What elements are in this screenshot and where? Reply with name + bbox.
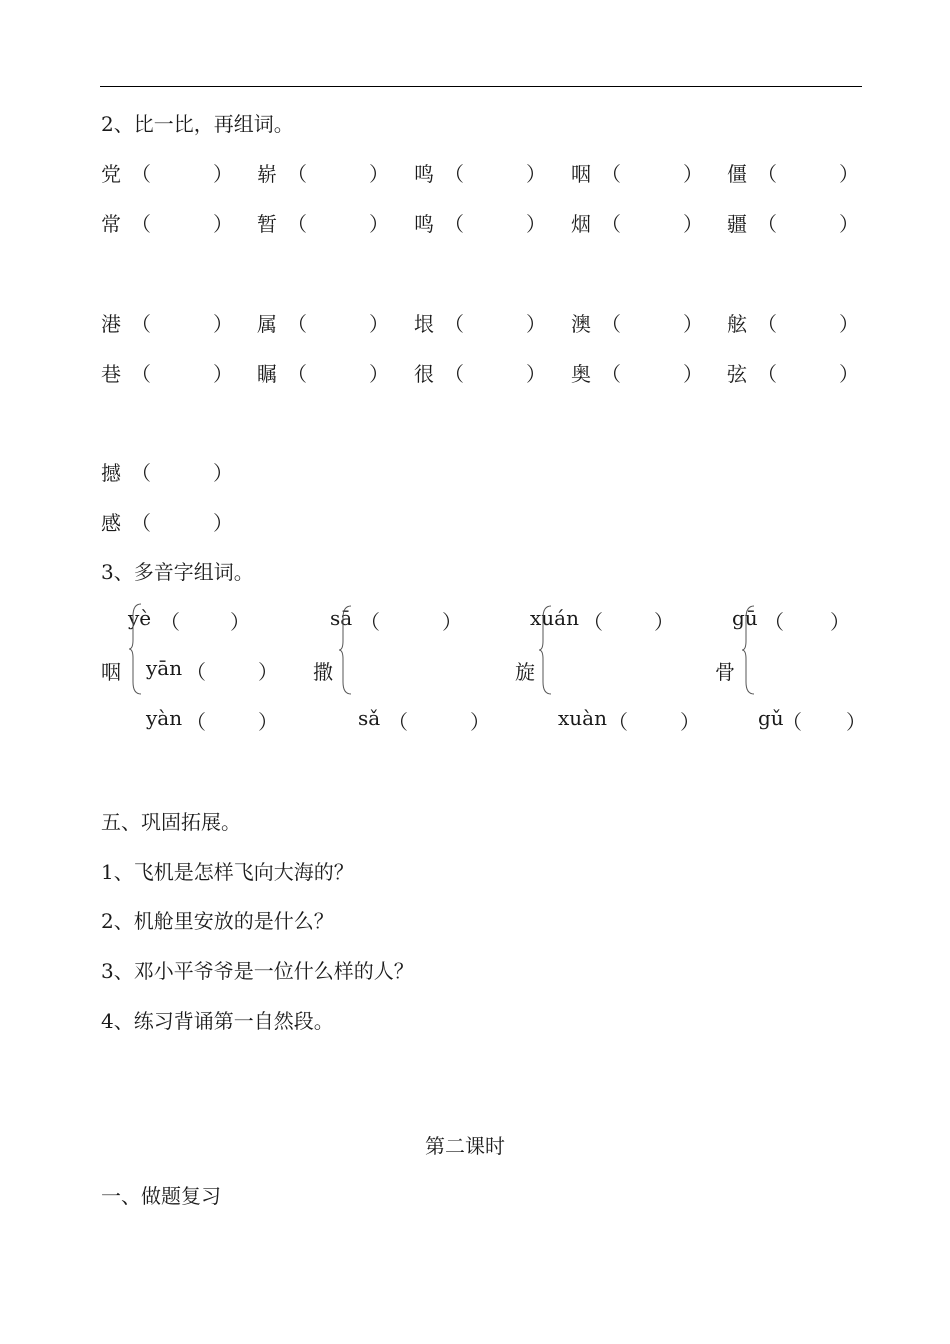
blank-open: （ bbox=[131, 212, 151, 236]
blank-open: （ bbox=[160, 610, 180, 634]
blank-close: ） bbox=[213, 212, 233, 236]
blank-open: （ bbox=[388, 710, 408, 734]
compare-char: 很 bbox=[414, 362, 434, 386]
blank-open: （ bbox=[131, 312, 151, 336]
blank-close: ） bbox=[213, 461, 233, 485]
blank-close: ） bbox=[213, 162, 233, 186]
blank-close: ） bbox=[526, 362, 546, 386]
blank-open: （ bbox=[444, 362, 464, 386]
blank-open: （ bbox=[360, 610, 380, 634]
compare-char: 党 bbox=[101, 162, 121, 186]
compare-char: 僵 bbox=[727, 162, 747, 186]
compare-char: 咽 bbox=[571, 162, 591, 186]
blank-close: ） bbox=[683, 162, 703, 186]
blank-close: ） bbox=[369, 212, 389, 236]
section5-title: 五、巩固拓展。 bbox=[101, 810, 241, 834]
blank-close: ） bbox=[369, 312, 389, 336]
compare-char: 弦 bbox=[727, 362, 747, 386]
blank-close: ） bbox=[258, 710, 278, 734]
blank-open: （ bbox=[764, 610, 784, 634]
polyphone-char-yan: 咽 bbox=[101, 660, 121, 684]
compare-char: 烟 bbox=[571, 212, 591, 236]
blank-open: （ bbox=[601, 312, 621, 336]
blank-close: ） bbox=[683, 362, 703, 386]
blank-open: （ bbox=[583, 610, 603, 634]
blank-close: ） bbox=[369, 162, 389, 186]
compare-char: 奥 bbox=[571, 362, 591, 386]
compare-char: 垠 bbox=[414, 312, 434, 336]
blank-open: （ bbox=[186, 710, 206, 734]
blank-open: （ bbox=[444, 162, 464, 186]
blank-close: ） bbox=[258, 660, 278, 684]
blank-open: （ bbox=[287, 162, 307, 186]
blank-close: ） bbox=[839, 362, 859, 386]
question-3: 3、邓小平爷爷是一位什么样的人？ bbox=[101, 959, 414, 983]
blank-close: ） bbox=[369, 362, 389, 386]
blank-open: （ bbox=[757, 362, 777, 386]
compare-char: 疆 bbox=[727, 212, 747, 236]
blank-close: ） bbox=[839, 212, 859, 236]
blank-open: （ bbox=[287, 212, 307, 236]
compare-char: 鸣 bbox=[414, 212, 434, 236]
blank-close: ） bbox=[230, 610, 250, 634]
compare-char: 感 bbox=[101, 511, 121, 535]
blank-close: ） bbox=[839, 312, 859, 336]
blank-open: （ bbox=[444, 212, 464, 236]
blank-close: ） bbox=[654, 610, 674, 634]
polyphone-char-sa: 撒 bbox=[313, 660, 333, 684]
blank-open: （ bbox=[186, 660, 206, 684]
compare-char: 常 bbox=[101, 212, 121, 236]
compare-char: 崭 bbox=[257, 162, 277, 186]
reading-sa3: sǎ bbox=[358, 706, 381, 730]
blank-close: ） bbox=[683, 212, 703, 236]
lesson2-heading: 第二课时 bbox=[425, 1134, 505, 1158]
compare-char: 澳 bbox=[571, 312, 591, 336]
reading-sa1: sā bbox=[330, 606, 353, 630]
section3-title: 3、多音字组词。 bbox=[101, 560, 254, 584]
blank-open: （ bbox=[757, 162, 777, 186]
compare-char: 鸣 bbox=[414, 162, 434, 186]
reading-gu3: gǔ bbox=[758, 706, 784, 730]
blank-close: ） bbox=[213, 511, 233, 535]
blank-open: （ bbox=[287, 362, 307, 386]
reading-gu1: gū bbox=[732, 606, 758, 630]
lesson2-subheading: 一、做题复习 bbox=[101, 1184, 221, 1208]
blank-open: （ bbox=[131, 162, 151, 186]
reading-xuan4: xuàn bbox=[558, 706, 607, 730]
blank-open: （ bbox=[601, 212, 621, 236]
blank-open: （ bbox=[444, 312, 464, 336]
blank-close: ） bbox=[846, 710, 866, 734]
polyphone-char-gu: 骨 bbox=[715, 660, 735, 684]
compare-char: 巷 bbox=[101, 362, 121, 386]
blank-open: （ bbox=[601, 362, 621, 386]
blank-open: （ bbox=[757, 212, 777, 236]
reading-xuan2: xuán bbox=[530, 606, 579, 630]
brace-xuan bbox=[538, 604, 552, 696]
compare-char: 暂 bbox=[257, 212, 277, 236]
question-4: 4、练习背诵第一自然段。 bbox=[101, 1009, 334, 1033]
blank-close: ） bbox=[470, 710, 490, 734]
blank-open: （ bbox=[608, 710, 628, 734]
question-2: 2、机舱里安放的是什么？ bbox=[101, 909, 334, 933]
compare-char: 舷 bbox=[727, 312, 747, 336]
blank-close: ） bbox=[839, 162, 859, 186]
blank-open: （ bbox=[601, 162, 621, 186]
polyphone-char-xuan: 旋 bbox=[515, 660, 535, 684]
reading-ye: yè bbox=[128, 606, 152, 630]
section2-title: 2、比一比，再组词。 bbox=[101, 112, 294, 136]
compare-char: 属 bbox=[257, 312, 277, 336]
compare-char: 瞩 bbox=[257, 362, 277, 386]
brace-gu bbox=[741, 604, 755, 696]
blank-open: （ bbox=[287, 312, 307, 336]
blank-close: ） bbox=[526, 162, 546, 186]
brace-yan bbox=[128, 602, 142, 696]
blank-open: （ bbox=[782, 710, 802, 734]
blank-close: ） bbox=[680, 710, 700, 734]
reading-yan4: yàn bbox=[146, 706, 183, 730]
brace-sa bbox=[338, 604, 352, 696]
compare-char: 港 bbox=[101, 312, 121, 336]
header-rule bbox=[100, 86, 862, 87]
blank-close: ） bbox=[213, 362, 233, 386]
blank-close: ） bbox=[442, 610, 462, 634]
blank-open: （ bbox=[757, 312, 777, 336]
question-1: 1、飞机是怎样飞向大海的？ bbox=[101, 860, 354, 884]
blank-close: ） bbox=[213, 312, 233, 336]
blank-open: （ bbox=[131, 362, 151, 386]
blank-close: ） bbox=[683, 312, 703, 336]
reading-yan1: yān bbox=[146, 656, 183, 680]
blank-close: ） bbox=[830, 610, 850, 634]
blank-open: （ bbox=[131, 461, 151, 485]
compare-char: 撼 bbox=[101, 461, 121, 485]
blank-close: ） bbox=[526, 312, 546, 336]
blank-open: （ bbox=[131, 511, 151, 535]
blank-close: ） bbox=[526, 212, 546, 236]
